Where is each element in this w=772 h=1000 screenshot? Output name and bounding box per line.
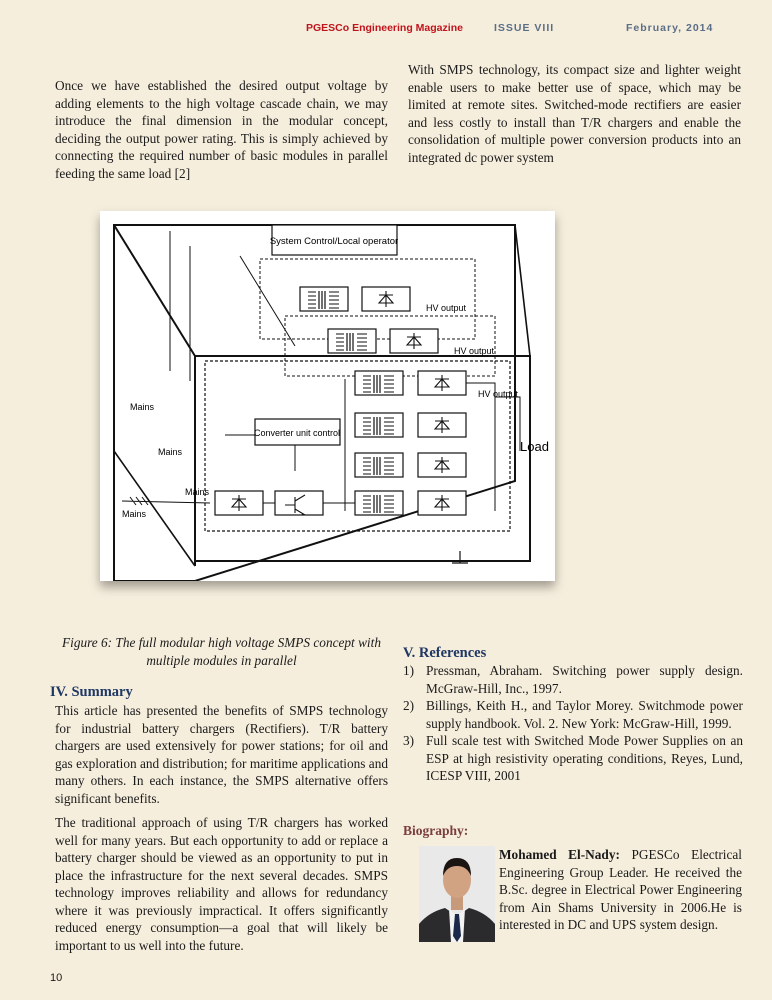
mains-label-4: Mains xyxy=(122,509,147,519)
biography-body: PGESCo Electrical Engineering Group Leader. He received the B.Sc. degree in Electrical Power Engineering from Ain Shams University in 2006.He is interested in DC and UPS system design. xyxy=(499,847,743,932)
hv-output-label-2: HV output xyxy=(454,346,495,356)
hv-output-label-1: HV output xyxy=(426,303,467,313)
figure-smps-diagram xyxy=(100,211,555,581)
hv-output-label-3: HV output xyxy=(478,389,519,399)
smps-diagram-svg xyxy=(100,211,555,581)
summary-paragraph-2: The traditional approach of using T/R chargers has worked well for many years. But each opportunity to add or replace a battery charger should be viewed as an opportunity to put in place the infrastructure for the next several decades. SMPS technology improves reliability and allows for redundancy where it was previously impractical. It offers significantly reduced energy consumption—a goal that will likely be important to us well into the future. xyxy=(55,815,388,953)
issue-number: ISSUE VIII xyxy=(494,22,555,34)
summary-paragraph-1: This article has presented the benefits of SMPS technology for industrial battery chargers (Rectifiers). T/R battery chargers are used extensively for power stations; for oil and gas exploration and distribution; for maritime applications and many others. In each instance, the SMPS alternative offers significant benefits. xyxy=(55,703,388,806)
biography-heading: Biography: xyxy=(403,823,469,838)
page-number: 10 xyxy=(50,972,63,984)
magazine-title: PGESCo Engineering Magazine xyxy=(306,22,463,34)
reference-item: 3) Full scale test with Switched Mode Power Supplies on an ESP at high resistivity operating conditions, Reyes, Lund, ICESP VIII, 2001 xyxy=(403,733,743,783)
reference-item: 1) Pressman, Abraham. Switching power supply design. McGraw-Hill, Inc., 1997. xyxy=(403,663,743,696)
author-name: Mohamed El-Nady: xyxy=(499,847,620,862)
figure-caption: Figure 6: The full modular high voltage SMPS concept with multiple modules in parallel xyxy=(62,635,381,668)
mains-label-1: Mains xyxy=(130,402,155,412)
references-list xyxy=(403,662,743,785)
load-label: Load xyxy=(520,439,549,454)
system-control-label: System Control/Local operator xyxy=(269,236,399,247)
issue-date: February, 2014 xyxy=(626,22,714,34)
reference-item: 2) Billings, Keith H., and Taylor Morey. Switchmode power supply handbook. Vol. 2. New York: McGraw-Hill, 1999. xyxy=(403,698,743,731)
converter-control-label: Converter unit control xyxy=(253,428,341,438)
biography-text xyxy=(499,846,742,934)
intro-paragraph-left: Once we have established the desired output voltage by adding elements to the high voltage cascade chain, we may introduce the final dimension in the modular concept, deciding the output power rating. This is simply achieved by connecting the required number of basic modules in parallel feeding the same load [2] xyxy=(55,78,388,181)
page-header xyxy=(0,22,772,40)
references-heading: V. References xyxy=(403,645,487,661)
intro-paragraph-right: With SMPS technology, its compact size and lighter weight enable users to make better use of space, which may be limited at remote sites. Switched-mode rectifiers are easier and less costly to install than T/R chargers and enable the consolidation of multiple power conversion products into an integrated dc power system xyxy=(408,62,741,165)
mains-label-2: Mains xyxy=(158,447,183,457)
author-photo xyxy=(419,846,495,942)
summary-heading: IV. Summary xyxy=(50,684,133,700)
mains-label-3: Mains xyxy=(185,487,210,497)
